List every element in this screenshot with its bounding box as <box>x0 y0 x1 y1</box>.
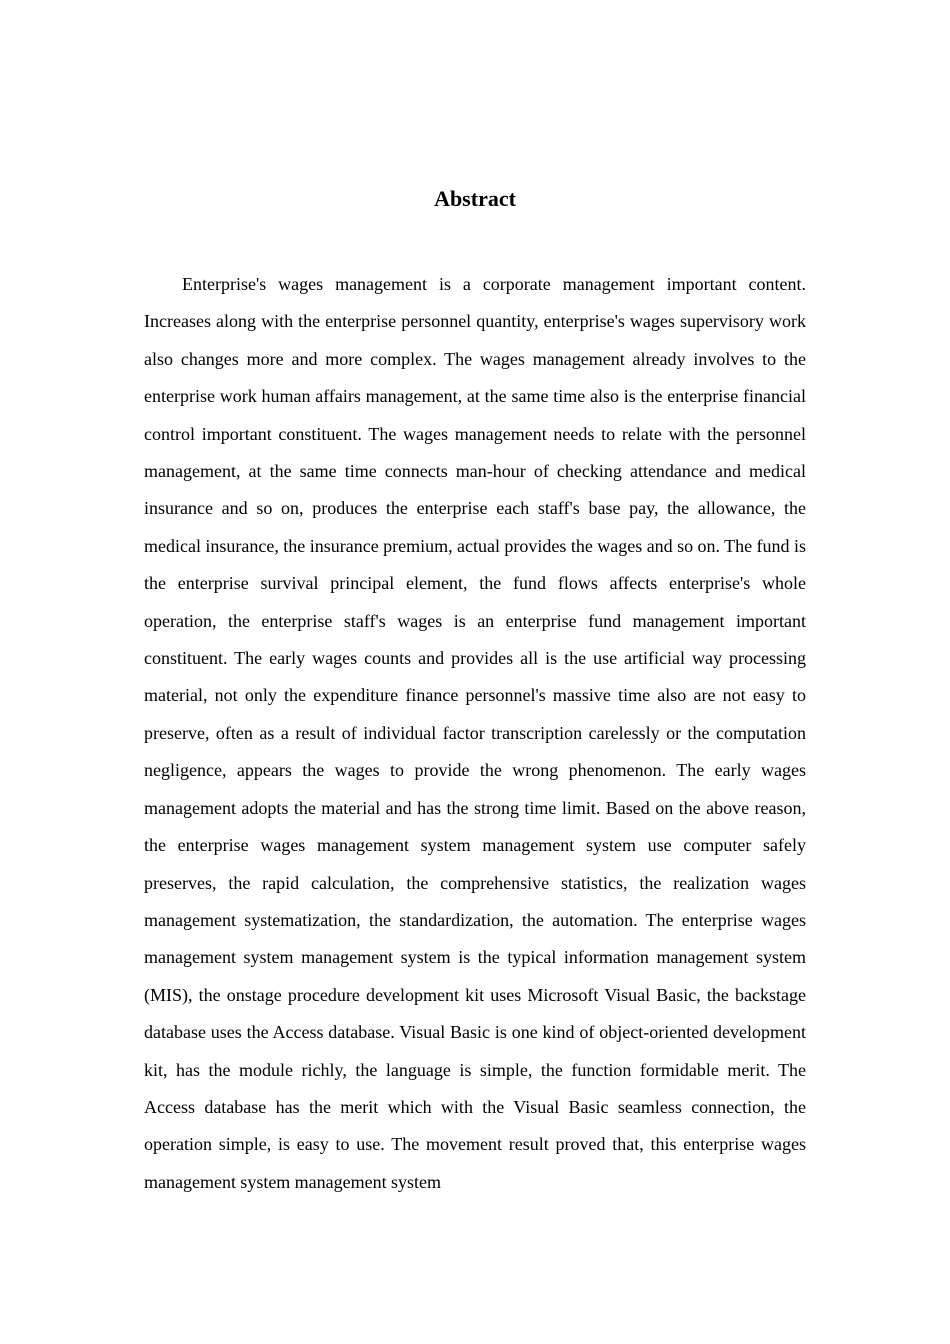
abstract-paragraph: Enterprise's wages management is a corporate management important content. Increases along with the enterprise personnel quantity, enterprise's wages supervisory work also changes more and more complex. The wages management already involves to the enterprise work human affairs management, at the same time also is the enterprise financial control important constituent. The wages management needs to relate with the personnel management, at the same time connects man-hour of checking attendance and medical insurance and so on, produces the enterprise each staff's base pay, the allowance, the medical insurance, the insurance premium, actual provides the wages and so on. The fund is the enterprise survival principal element, the fund flows affects enterprise's whole operation, the enterprise staff's wages is an enterprise fund management important constituent. The early wages counts and provides all is the use artificial way processing material, not only the expenditure finance personnel's massive time also are not easy to preserve, often as a result of individual factor transcription carelessly or the computation negligence, appears the wages to provide the wrong phenomenon. The early wages management adopts the material and has the strong time limit. Based on the above reason, the enterprise wages management system management system use computer safely preserves, the rapid calculation, the comprehensive statistics, the realization wages management systematization, the standardization, the automation. The enterprise wages management system management system is the typical information management system (MIS), the onstage procedure development kit uses Microsoft Visual Basic, the backstage database uses the Access database. Visual Basic is one kind of object-oriented development kit, has the module richly, the language is simple, the function formidable merit. The Access database has the merit which with the Visual Basic seamless connection, the operation simple, is easy to use. The movement result proved that, this enterprise wages management system management system <box>144 274 806 1192</box>
abstract-title: Abstract <box>434 186 516 211</box>
